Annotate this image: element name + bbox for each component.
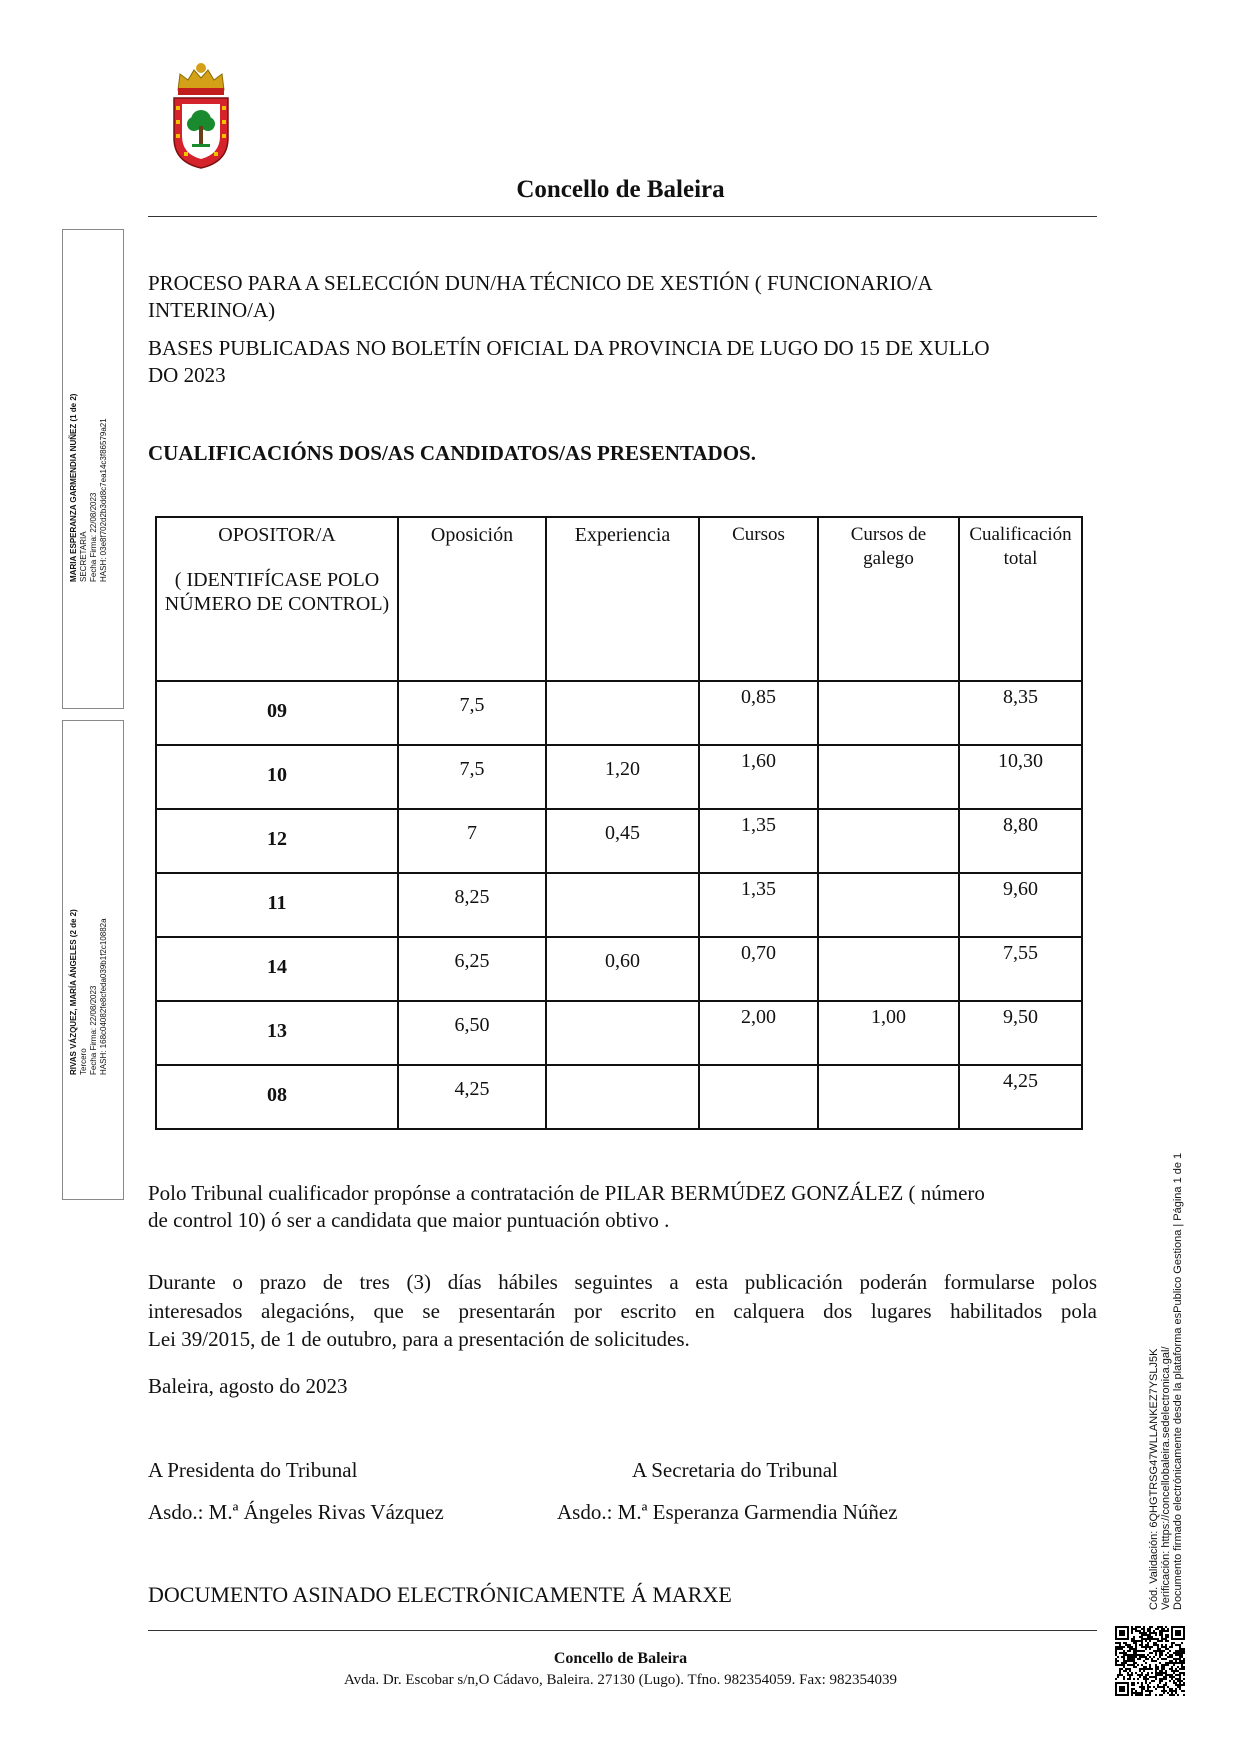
header-experiencia xyxy=(546,517,699,681)
cell-cursos xyxy=(699,809,818,873)
cell-oposicion xyxy=(398,1065,546,1129)
bases-publication-line-1: BASES PUBLICADAS NO BOLETÍN OFICIAL DA PROVINCIA DE LUGO DO 15 DE XULLO xyxy=(148,336,990,360)
cell-experiencia-value xyxy=(547,682,698,694)
cell-oposicion xyxy=(398,1001,546,1065)
cell-cursos-galego-value xyxy=(819,874,958,878)
side-signature-box-1 xyxy=(62,229,124,709)
header-cursos-label: Cursos xyxy=(732,524,785,545)
cell-cursos-galego-value xyxy=(819,938,958,942)
cell-opositor-id xyxy=(156,873,398,937)
cell-oposicion-value: 7,5 xyxy=(459,758,485,780)
cell-oposicion-value: 6,25 xyxy=(454,950,490,972)
side-signature-1-role: SECRETARIA xyxy=(79,531,88,582)
cell-opositor-id xyxy=(156,809,398,873)
signature-left-name: Asdo.: M.ª Ángeles Rivas Vázquez xyxy=(148,1500,444,1524)
cell-cualificacion-total xyxy=(959,873,1082,937)
cell-cursos-galego xyxy=(818,809,959,873)
header-cualificacion-total xyxy=(959,517,1082,681)
header-oposicion xyxy=(398,517,546,681)
header-opositor xyxy=(156,517,398,681)
cell-experiencia-value xyxy=(547,874,698,886)
table-header-row xyxy=(156,517,1082,681)
table-row xyxy=(156,809,1082,873)
cell-opositor-id-value: 12 xyxy=(267,828,287,850)
side-signature-1-name: MARIA ESPERANZA GARMENDIA NUÑEZ (1 de 2) xyxy=(69,393,78,582)
cell-experiencia xyxy=(546,681,699,745)
allegations-line-3: Lei 39/2015, de 1 de outubro, para a presentación de solicitudes. xyxy=(148,1327,690,1351)
cell-cursos xyxy=(699,1001,818,1065)
cell-experiencia xyxy=(546,1065,699,1129)
cell-cursos-galego xyxy=(818,1001,959,1065)
cell-cualificacion-total xyxy=(959,745,1082,809)
cell-cursos-value: 0,70 xyxy=(741,942,776,964)
cell-opositor-id-value: 11 xyxy=(267,892,287,914)
place-date: Baleira, agosto do 2023 xyxy=(148,1374,348,1398)
page-title: Concello de Baleira xyxy=(516,176,725,203)
cell-cualificacion-total xyxy=(959,937,1082,1001)
side-signature-2-hash: HASH: 168c04082fe8cfeda039b1f2c10882a xyxy=(99,918,108,1075)
cell-oposicion-value: 7,5 xyxy=(459,694,485,716)
verification-note: Documento firmado electrónicamente desde la plataforma esPublico Gestiona | Página 1 de 1 xyxy=(1172,1152,1184,1610)
cell-cursos-galego xyxy=(818,1065,959,1129)
cell-cualificacion-total xyxy=(959,809,1082,873)
header-cursos-galego-label: Cursos de galego xyxy=(850,524,927,569)
cell-cualificacion-total xyxy=(959,1065,1082,1129)
header-cualificacion-label: Cualificación total xyxy=(969,524,1072,569)
cell-oposicion-value: 7 xyxy=(467,822,477,844)
cell-experiencia xyxy=(546,745,699,809)
side-signature-2-text xyxy=(69,909,109,1075)
cell-oposicion-value: 6,50 xyxy=(454,1014,490,1036)
proposal-line-2: de control 10) ó ser a candidata que maior puntuación obtivo . xyxy=(148,1208,670,1232)
cell-cualificacion-total-value: 8,80 xyxy=(1003,814,1038,836)
cell-experiencia-value: 1,20 xyxy=(605,758,640,780)
bases-publication-line-2: DO 2023 xyxy=(148,363,226,387)
table-row xyxy=(156,873,1082,937)
cell-cualificacion-total-value: 10,30 xyxy=(998,750,1043,772)
cell-experiencia-value: 0,45 xyxy=(605,822,640,844)
signed-notice: DOCUMENTO ASINADO ELECTRÓNICAMENTE Á MARXE xyxy=(148,1582,732,1607)
header-opositor-label: OPOSITOR/A xyxy=(218,524,336,546)
signature-right-role: A Secretaria do Tribunal xyxy=(632,1458,838,1482)
cell-oposicion xyxy=(398,809,546,873)
side-signature-1-text xyxy=(69,394,109,582)
cell-opositor-id-value: 08 xyxy=(267,1084,287,1106)
cell-cualificacion-total xyxy=(959,1001,1082,1065)
cell-cursos-galego-value xyxy=(819,682,958,686)
header-oposicion-label: Oposición xyxy=(430,524,514,546)
process-title-line-2: INTERINO/A) xyxy=(148,298,276,322)
table-row xyxy=(156,1001,1082,1065)
side-signature-2-name: RIVAS VÁZQUEZ, MARÍA ÁNGELES (2 de 2) xyxy=(69,909,78,1075)
cell-cursos-value: 1,60 xyxy=(741,750,776,772)
cell-cursos-galego-value xyxy=(819,1066,958,1070)
cell-experiencia xyxy=(546,937,699,1001)
side-signature-box-2 xyxy=(62,720,124,1200)
cell-cursos xyxy=(699,681,818,745)
cell-cursos-galego xyxy=(818,873,959,937)
cell-oposicion xyxy=(398,873,546,937)
cell-cualificacion-total xyxy=(959,681,1082,745)
footer-divider xyxy=(148,1630,1097,1631)
cell-opositor-id-value: 10 xyxy=(267,764,287,786)
side-signature-2-role: Tercero xyxy=(79,1048,88,1075)
cell-cursos-galego xyxy=(818,745,959,809)
table-row xyxy=(156,745,1082,809)
signature-left-role: A Presidenta do Tribunal xyxy=(148,1458,358,1482)
cell-opositor-id xyxy=(156,1065,398,1129)
cell-cursos-value: 2,00 xyxy=(741,1006,776,1028)
footer-organization: Concello de Baleira xyxy=(553,1650,688,1667)
cell-cursos-galego-value: 1,00 xyxy=(871,1006,906,1028)
side-signature-1-hash: HASH: 03e8f702d2b3dd8c7ea14c3f86579a21 xyxy=(99,418,108,582)
header-experiencia-label: Experiencia xyxy=(574,524,671,546)
grades-table xyxy=(155,516,1083,1130)
cell-opositor-id xyxy=(156,937,398,1001)
cell-cursos-galego xyxy=(818,681,959,745)
cell-opositor-id-value: 09 xyxy=(267,700,287,722)
table-row xyxy=(156,681,1082,745)
cell-cursos xyxy=(699,1065,818,1129)
table-row xyxy=(156,937,1082,1001)
cell-oposicion-value: 4,25 xyxy=(454,1078,490,1100)
verification-text xyxy=(1148,1153,1184,1610)
cell-cursos-value: 1,35 xyxy=(741,878,776,900)
cell-cursos-value: 1,35 xyxy=(741,814,776,836)
cell-cursos-galego-value xyxy=(819,810,958,814)
cell-oposicion xyxy=(398,681,546,745)
footer-address: Avda. Dr. Escobar s/n,O Cádavo, Baleira. 27130 (Lugo). Tfno. 982354059. Fax: 982354039 xyxy=(343,1672,898,1688)
cell-cursos-value xyxy=(700,1066,817,1070)
municipal-crest-logo xyxy=(170,60,232,170)
cell-oposicion-value: 8,25 xyxy=(454,886,490,908)
cell-opositor-id-value: 13 xyxy=(267,1020,287,1042)
cell-experiencia xyxy=(546,873,699,937)
cell-experiencia-value: 0,60 xyxy=(605,950,640,972)
cell-opositor-id xyxy=(156,745,398,809)
header-opositor-note: ( IDENTIFÍCASE POLO NÚMERO DE CONTROL) xyxy=(164,569,390,615)
cell-opositor-id xyxy=(156,681,398,745)
allegations-line-1: Durante o prazo de tres (3) días hábiles seguintes a esta publicación poderán formularse polos xyxy=(148,1270,1097,1294)
cell-cualificacion-total-value: 8,35 xyxy=(1003,686,1038,708)
cell-experiencia-value xyxy=(547,1002,698,1014)
cell-experiencia xyxy=(546,809,699,873)
signature-right-name: Asdo.: M.ª Esperanza Garmendia Núñez xyxy=(557,1500,898,1524)
cell-experiencia-value xyxy=(547,1066,698,1078)
verification-qr-code[interactable] xyxy=(1115,1626,1185,1696)
header-divider xyxy=(148,216,1097,217)
cell-cursos-galego xyxy=(818,937,959,1001)
cell-cursos xyxy=(699,937,818,1001)
verification-code: Cód. Validación: 6QHGTRSG47WLLANKEZ7YSLJ5K xyxy=(1148,1348,1160,1610)
table-row xyxy=(156,1065,1082,1129)
cell-oposicion xyxy=(398,745,546,809)
cell-cualificacion-total-value: 9,50 xyxy=(1003,1006,1038,1028)
process-title-line-1: PROCESO PARA A SELECCIÓN DUN/HA TÉCNICO DE XESTIÓN ( FUNCIONARIO/A xyxy=(148,271,933,295)
proposal-line-1: Polo Tribunal cualificador propónse a contratación de PILAR BERMÚDEZ GONZÁLEZ ( número xyxy=(148,1181,985,1205)
cell-cualificacion-total-value: 9,60 xyxy=(1003,878,1038,900)
cell-cursos-galego-value xyxy=(819,746,958,750)
header-cursos-galego xyxy=(818,517,959,681)
header-cursos xyxy=(699,517,818,681)
cell-cursos xyxy=(699,873,818,937)
cell-opositor-id-value: 14 xyxy=(267,956,287,978)
cell-cualificacion-total-value: 4,25 xyxy=(1003,1070,1038,1092)
side-signature-1-date: Fecha Firma: 22/08/2023 xyxy=(89,492,98,582)
side-signature-2-date: Fecha Firma: 22/08/2023 xyxy=(89,985,98,1075)
section-title: CUALIFICACIÓNS DOS/AS CANDIDATOS/AS PRESENTADOS. xyxy=(148,441,756,465)
cell-cursos xyxy=(699,745,818,809)
cell-cursos-value: 0,85 xyxy=(741,686,776,708)
cell-oposicion xyxy=(398,937,546,1001)
verification-url: Verificación: https://concellobaleira.sedelectronica.gal/ xyxy=(1160,1346,1172,1610)
allegations-line-2: interesados alegacións, que se presentarán por escrito en calquera dos lugares habilitados pola xyxy=(148,1299,1097,1323)
cell-opositor-id xyxy=(156,1001,398,1065)
cell-experiencia xyxy=(546,1001,699,1065)
cell-cualificacion-total-value: 7,55 xyxy=(1003,942,1038,964)
